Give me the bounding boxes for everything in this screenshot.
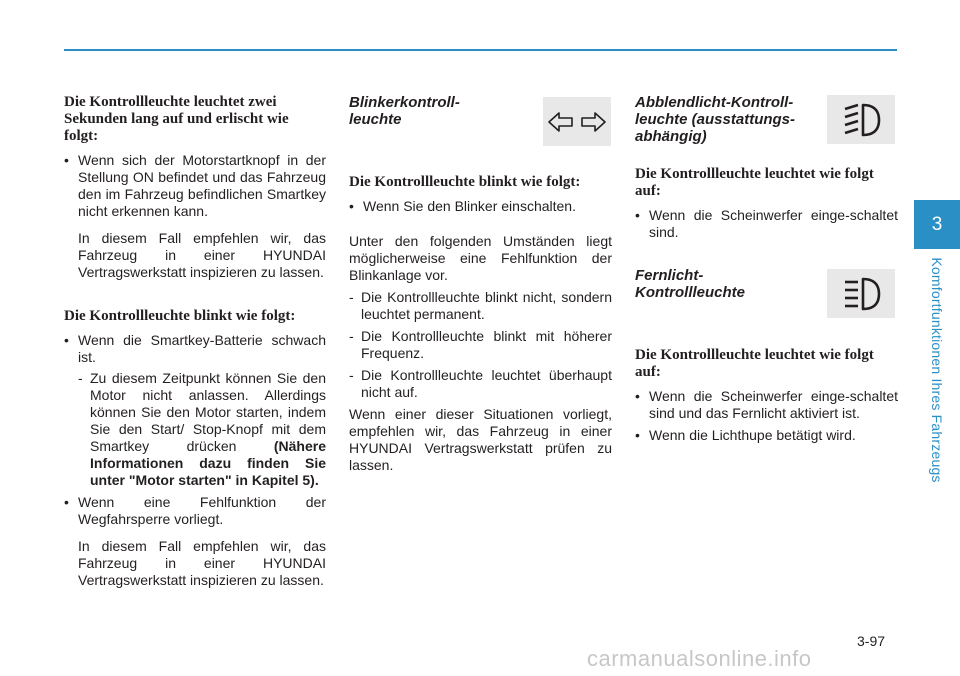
column-middle — [349, 94, 612, 474]
section-heading: Die Kontrollleuchte blinkt wie folgt: — [349, 174, 581, 190]
list-item: • Wenn eine Fehlfunktion der Wegfahrsperre vorliegt. — [64, 494, 326, 528]
watermark: carmanualsonline.info — [587, 646, 812, 671]
low-beam-icon — [827, 95, 895, 144]
list-item: • Wenn die Scheinwerfer einge-schaltet sind. — [635, 207, 898, 241]
section-title: Fernlicht- Kontrollleuchte — [635, 267, 746, 301]
high-beam-icon — [827, 269, 895, 318]
section-heading: Die Kontrollleuchte leuchtet wie folgt auf: — [635, 166, 874, 199]
section-heading: Die Kontrollleuchte leuchtet wie folgt auf: — [635, 347, 874, 380]
paragraph: Unter den folgenden Umständen liegt möglicherweise eine Fehlfunktion der Blinkanlage vor. — [349, 233, 612, 283]
dash-item: - Die Kontrollleuchte blinkt nicht, sondern leuchtet permanent. — [349, 289, 612, 323]
section-heading: Die Kontrollleuchte blinkt wie folgt: — [64, 308, 296, 324]
column-left — [64, 94, 326, 589]
chapter-label: Komfortfunktionen Ihres Fahrzeugs — [929, 257, 945, 483]
section-heading: Die Kontrollleuchte leuchtet zwei Sekunden lang auf und erlischt wie folgt: — [64, 94, 289, 144]
note-text: In diesem Fall empfehlen wir, das Fahrzeug in einer HYUNDAI Vertragswerkstatt inspizieren zu lassen. — [78, 230, 326, 280]
dash-item: - Die Kontrollleuchte leuchtet überhaupt nicht auf. — [349, 367, 612, 401]
header-rule — [64, 49, 897, 51]
section-title: Blinkerkontroll- leuchte — [349, 94, 460, 128]
list-item: • Wenn sich der Motorstartknopf in der Stellung ON befindet und das Fahrzeug den im Fahrzeug befindlichen Smartkey nicht erkennen kann. — [64, 152, 326, 220]
dash-item-bold: (Nähere Informationen dazu finden Sie unter "Motor starten" in Kapitel 5). — [90, 438, 326, 488]
page-number: 3-97 — [857, 633, 886, 649]
dash-item: - Die Kontrollleuchte blinkt mit höherer Frequenz. — [349, 328, 612, 362]
chapter-tab — [914, 200, 960, 249]
list-item: • Wenn die Scheinwerfer einge-schaltet sind und das Fernlicht aktiviert ist. — [635, 388, 898, 422]
dash-item — [78, 370, 326, 489]
section-title: Abblendlicht-Kontroll- leuchte (ausstattungs- abhängig) — [635, 94, 796, 145]
chapter-number: 3 — [931, 213, 943, 235]
dash-item-text: Zu diesem Zeitpunkt können Sie den Motor nicht anlassen. Allerdings können Sie den Motor starten, indem Sie den Start/ Stop-Knopf mit dem Smartkey drücken — [90, 370, 326, 454]
paragraph: Wenn einer dieser Situationen vorliegt, empfehlen wir, das Fahrzeug in einer HYUNDAI Vertragswerkstatt prüfen zu lassen. — [349, 406, 612, 473]
note-text: In diesem Fall empfehlen wir, das Fahrzeug in einer HYUNDAI Vertragswerkstatt inspizieren zu lassen. — [78, 538, 326, 588]
list-item: • Wenn Sie den Blinker einschalten. — [349, 198, 612, 215]
list-item: • Wenn die Smartkey-Batterie schwach ist. — [64, 332, 326, 366]
list-item: • Wenn die Lichthupe betätigt wird. — [635, 427, 898, 444]
turn-signal-arrows-icon — [543, 97, 611, 146]
